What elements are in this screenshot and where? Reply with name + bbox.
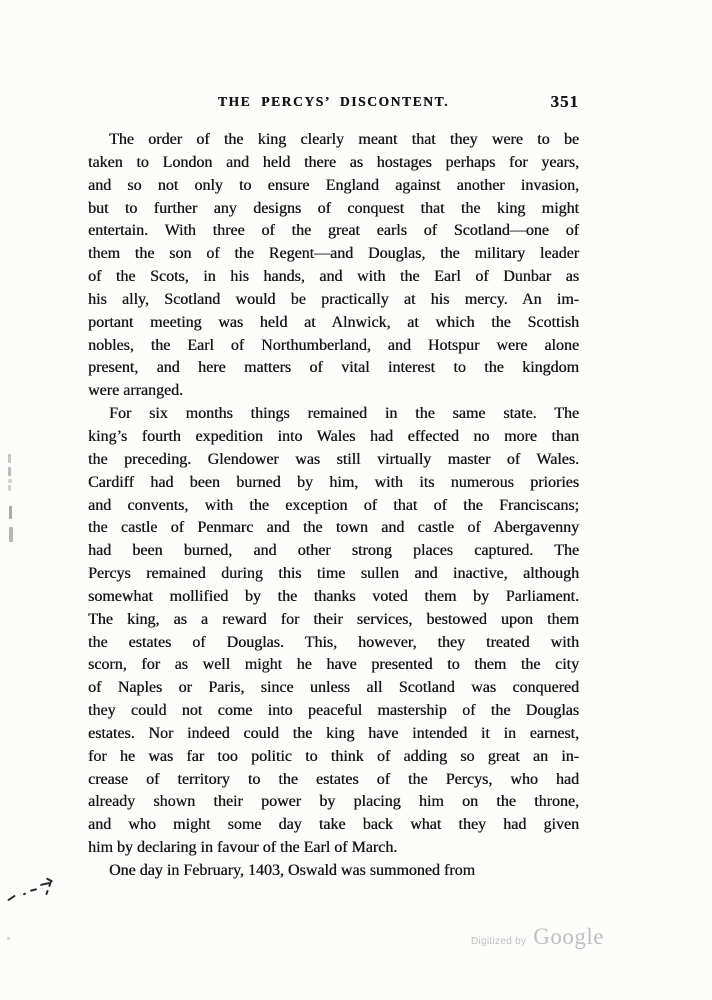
text-line: One day in February, 1403, Oswald was summoned from [109, 862, 476, 879]
text-line: and who might some day take back what they had given [88, 816, 579, 834]
text-line: and convents, with the exception of that of the Franciscans; [88, 496, 579, 514]
pencil-stroke [23, 893, 27, 896]
text-line: present, and here matters of vital interest to the kingdom [88, 359, 579, 377]
text-line: taken to London and held there as hostages perhaps for years, [88, 153, 579, 171]
running-header [88, 94, 579, 114]
google-logo: Google [533, 924, 605, 949]
watermark-prefix: Digitized by [471, 936, 527, 947]
text-line: The order of the king clearly meant that they were to be [109, 131, 579, 148]
text-line: nobles, the Earl of Northumberland, and Hotspur were alone [88, 336, 579, 354]
text-line: scorn, for as well might he have presented to them the city [88, 656, 579, 674]
text-line: crease of territory to the estates of the Percys, who had [88, 770, 579, 788]
margin-smudge [7, 937, 10, 940]
text-line: but to further any designs of conquest that the king might [88, 199, 579, 217]
text-line: them the son of the Regent—and Douglas, the military leader [88, 245, 579, 263]
text-line: Cardiff had been burned by him, with its numerous priories [88, 473, 579, 491]
text-line: entertain. With three of the great earls of Scotland—one of [88, 222, 579, 240]
margin-smudge [8, 479, 12, 483]
text-line: For six months things remained in the same state. The [109, 405, 579, 423]
text-line: somewhat mollified by the thanks voted them by Parliament. [88, 587, 579, 605]
pencil-stroke [48, 881, 52, 887]
text-line: The king, as a reward for their services, bestowed upon them [88, 610, 579, 628]
text-line: had been burned, and other strong places captured. The [88, 542, 579, 560]
text-line: portant meeting was held at Alnwick, at which the Scottish [88, 313, 579, 331]
margin-smudge [8, 485, 11, 491]
text-line: the preceding. Glendower was still virtually master of Wales. [88, 450, 579, 468]
text-line: Percys remained during this time sullen and inactive, although [88, 565, 579, 583]
text-line: him by declaring in favour of the Earl of March. [88, 839, 398, 857]
text-line: estates. Nor indeed could the king have intended it in earnest, [88, 724, 579, 742]
pencil-stroke [7, 895, 16, 902]
paragraph [88, 129, 579, 403]
pencil-stroke [30, 888, 37, 891]
pencil-stroke [45, 890, 48, 895]
text-line: they could not come into peaceful mastership of the Douglas [88, 702, 579, 720]
page-body [88, 129, 579, 883]
margin-smudge [9, 527, 13, 542]
margin-smudge [8, 467, 11, 476]
chapter-title: THE PERCYS’ DISCONTENT. [217, 94, 450, 109]
text-line: for he was far too politic to think of adding so great an in- [88, 747, 579, 765]
text-line: of Naples or Paris, since unless all Scotland was conquered [88, 679, 579, 697]
text-line: king’s fourth expedition into Wales had effected no more than [88, 427, 579, 445]
text-line: were arranged. [88, 382, 184, 400]
page-number: 351 [550, 92, 579, 111]
text-line: the castle of Penmarc and the town and castle of Abergavenny [88, 519, 579, 537]
digitized-watermark [471, 924, 604, 950]
text-line: of the Scots, in his hands, and with the Earl of Dunbar as [88, 268, 579, 286]
text-line: already shown their power by placing him on the throne, [88, 793, 579, 811]
paragraph [88, 403, 579, 860]
text-line: the estates of Douglas. This, however, they treated with [88, 633, 579, 651]
text-line: and so not only to ensure England against another invasion, [88, 176, 579, 194]
paragraph [88, 860, 579, 883]
margin-smudge [8, 454, 11, 463]
margin-smudge [9, 506, 12, 519]
text-line: his ally, Scotland would be practically at his mercy. An im- [88, 290, 579, 308]
